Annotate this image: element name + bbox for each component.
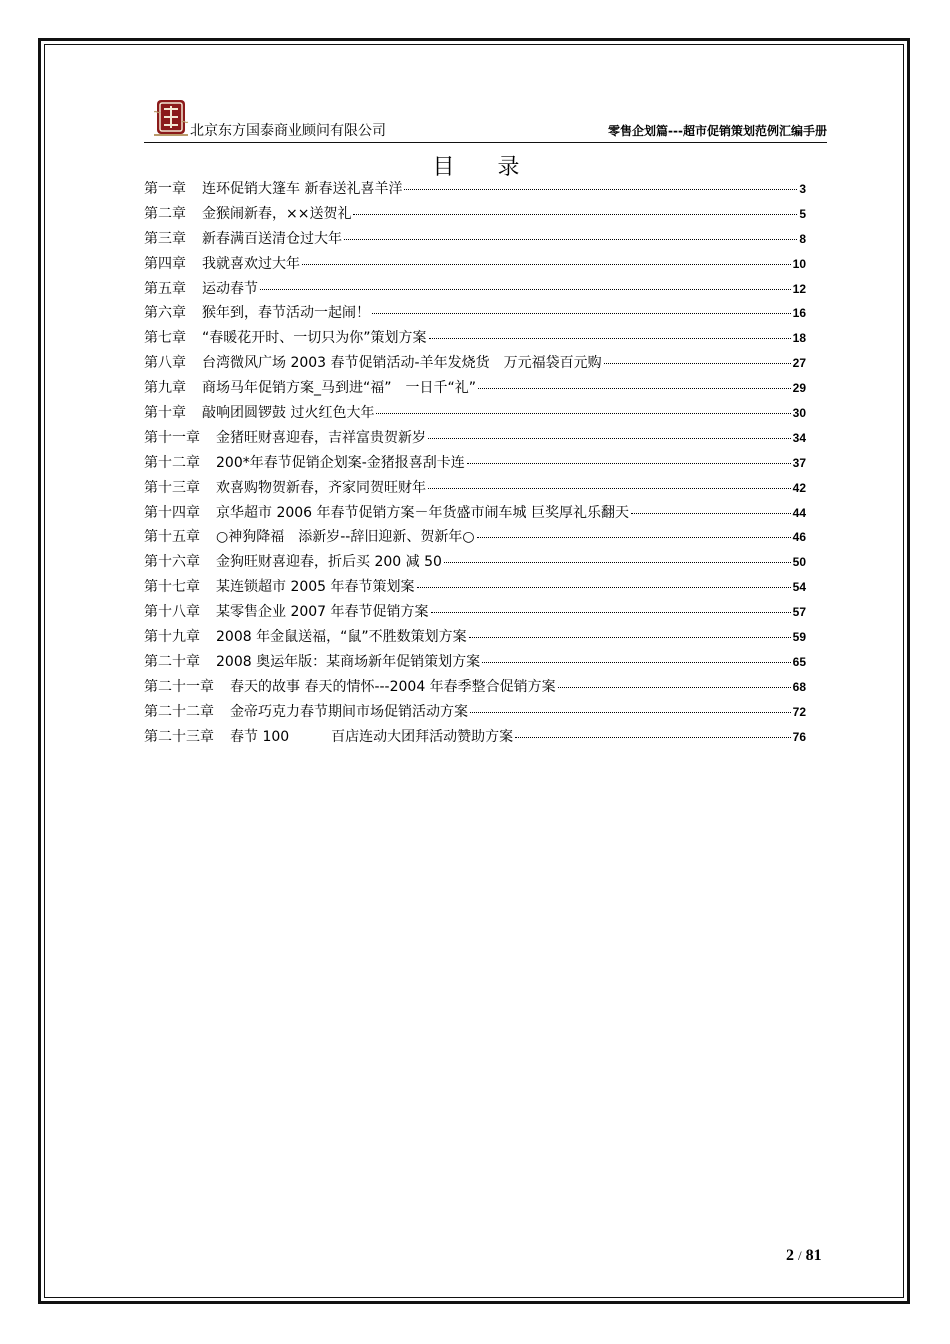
- toc-chapter-label: 第五章: [144, 280, 186, 297]
- toc-page-number: 68: [792, 679, 806, 694]
- toc-entry-title: 春天的故事 春天的情怀---2004 年春季整合促销方案: [230, 678, 556, 695]
- toc-entry[interactable]: [144, 676, 806, 701]
- toc-entry[interactable]: [144, 551, 806, 576]
- toc-page-number: 37: [792, 455, 806, 470]
- toc-entry[interactable]: [144, 327, 806, 352]
- toc-page-number: 12: [792, 281, 806, 296]
- toc-chapter-label: 第十七章: [144, 579, 200, 596]
- toc-page-number: 46: [792, 530, 806, 545]
- toc-entry[interactable]: [144, 302, 806, 327]
- toc-entry-title: 金狗旺财喜迎春，折后买 200 减 50: [216, 554, 442, 571]
- manual-title: 零售企划篇---超市促销策划范例汇编手册: [608, 124, 827, 138]
- toc-entry-title: ○神狗降福 添新岁--辞旧迎新、贺新年○: [216, 529, 475, 546]
- toc-dot-leader: [431, 612, 791, 613]
- toc-page-number: 5: [799, 206, 806, 221]
- toc-chapter-label: 第十一章: [144, 429, 200, 446]
- page-number: [786, 1247, 822, 1265]
- table-of-contents: [144, 178, 806, 750]
- toc-entry[interactable]: [144, 601, 806, 626]
- toc-dot-leader: [302, 264, 791, 265]
- toc-entry-title: 2008 年金鼠送福，“鼠”不胜数策划方案: [216, 629, 467, 646]
- toc-page-number: 65: [792, 654, 806, 669]
- toc-entry-title: 运动春节: [202, 280, 258, 297]
- toc-entry[interactable]: [144, 651, 806, 676]
- toc-entry-title: 金猴闹新春，××送贺礼: [202, 205, 352, 222]
- toc-chapter-label: 第八章: [144, 355, 186, 372]
- toc-chapter-label: 第十五章: [144, 529, 200, 546]
- toc-dot-leader: [260, 289, 791, 290]
- toc-chapter-label: 第十章: [144, 405, 186, 422]
- toc-chapter-label: 第二章: [144, 205, 186, 222]
- toc-entry-title: 新春满百送清仓过大年: [202, 230, 342, 247]
- toc-page-number: 18: [792, 331, 806, 346]
- toc-dot-leader: [444, 562, 791, 563]
- toc-dot-leader: [515, 737, 790, 738]
- page-separator: /: [798, 1248, 802, 1263]
- toc-entry-title: “春暖花开时、一切只为你”策划方案: [202, 330, 427, 347]
- toc-entry-title: 欢喜购物贺新春，齐家同贺旺财年: [216, 479, 426, 496]
- toc-dot-leader: [482, 662, 791, 663]
- toc-entry[interactable]: [144, 576, 806, 601]
- toc-dot-leader: [478, 388, 791, 389]
- toc-dot-leader: [558, 687, 791, 688]
- toc-entry[interactable]: [144, 502, 806, 527]
- toc-page-number: 76: [792, 729, 806, 744]
- toc-entry[interactable]: [144, 477, 806, 502]
- toc-entry-title: 某零售企业 2007 年春节促销方案: [216, 604, 429, 621]
- toc-page-number: 44: [792, 505, 806, 520]
- toc-dot-leader: [404, 189, 797, 190]
- toc-dot-leader: [428, 488, 791, 489]
- toc-heading: 目 录: [432, 155, 538, 180]
- toc-entry-title: 金帝巧克力春节期间市场促销活动方案: [230, 703, 468, 720]
- toc-chapter-label: 第十四章: [144, 504, 200, 521]
- toc-dot-leader: [429, 338, 791, 339]
- toc-entry-title: 我就喜欢过大年: [202, 255, 300, 272]
- toc-entry[interactable]: [144, 526, 806, 551]
- toc-entry[interactable]: [144, 178, 806, 203]
- toc-chapter-label: 第三章: [144, 230, 186, 247]
- toc-entry[interactable]: [144, 203, 806, 228]
- toc-page-number: 3: [799, 182, 806, 196]
- toc-entry[interactable]: [144, 726, 806, 751]
- toc-chapter-label: 第一章: [144, 181, 186, 197]
- toc-chapter-label: 第四章: [144, 255, 186, 272]
- toc-chapter-label: 第十八章: [144, 604, 200, 621]
- toc-chapter-label: 第二十二章: [144, 703, 214, 720]
- toc-chapter-label: 第十九章: [144, 629, 200, 646]
- toc-chapter-label: 第十三章: [144, 479, 200, 496]
- toc-page-number: 16: [792, 306, 806, 321]
- toc-entry-title: 200*年春节促销企划案-金猪报喜刮卡连: [216, 454, 465, 471]
- toc-page-number: 72: [792, 704, 806, 719]
- toc-page-number: 10: [792, 256, 806, 271]
- toc-entry[interactable]: [144, 253, 806, 278]
- toc-chapter-label: 第十二章: [144, 454, 200, 471]
- toc-dot-leader: [470, 712, 791, 713]
- toc-entry[interactable]: [144, 701, 806, 726]
- toc-entry-title: 春节 100 百店连动大团拜活动赞助方案: [230, 728, 514, 745]
- toc-entry[interactable]: [144, 427, 806, 452]
- toc-dot-leader: [477, 537, 791, 538]
- toc-page-number: 42: [792, 480, 806, 495]
- toc-entry[interactable]: [144, 228, 806, 253]
- toc-entry-title: 金猪旺财喜迎春，吉祥富贵贺新岁: [216, 429, 426, 446]
- company-name: 北京东方国泰商业顾问有限公司: [190, 123, 386, 139]
- toc-entry[interactable]: [144, 452, 806, 477]
- toc-page-number: 57: [792, 605, 806, 620]
- toc-chapter-label: 第二十三章: [144, 728, 214, 745]
- toc-page-number: 27: [792, 356, 806, 371]
- toc-chapter-label: 第七章: [144, 330, 186, 347]
- toc-entry-title: 京华超市 2006 年春节促销方案－年货盛市闹车城 巨奖厚礼乐翻天: [216, 504, 629, 521]
- toc-chapter-label: 第九章: [144, 380, 186, 397]
- toc-dot-leader: [417, 587, 791, 588]
- toc-entry-title: 某连锁超市 2005 年春节策划案: [216, 579, 415, 596]
- toc-dot-leader: [372, 313, 791, 314]
- toc-page-number: 50: [792, 555, 806, 570]
- toc-chapter-label: 第十六章: [144, 554, 200, 571]
- toc-dot-leader: [344, 239, 797, 240]
- toc-entry-title: 猴年到，春节活动一起闹！: [202, 305, 370, 322]
- toc-dot-leader: [467, 463, 791, 464]
- toc-dot-leader: [469, 637, 791, 638]
- current-page-number: 2: [786, 1247, 794, 1264]
- toc-dot-leader: [376, 413, 790, 414]
- toc-dot-leader: [428, 438, 791, 439]
- toc-entry[interactable]: [144, 377, 806, 402]
- toc-entry[interactable]: [144, 402, 806, 427]
- toc-entry[interactable]: [144, 278, 806, 303]
- toc-dot-leader: [631, 513, 791, 514]
- toc-chapter-label: 第六章: [144, 305, 186, 322]
- toc-chapter-label: 第二十章: [144, 653, 200, 670]
- toc-page-number: 8: [799, 231, 806, 246]
- toc-entry-title: 台湾微风广场 2003 春节促销活动-羊年发烧货 万元福袋百元购: [202, 355, 602, 372]
- toc-page-number: 34: [792, 430, 806, 445]
- toc-entry-title: 敲响团圆锣鼓 过火红色大年: [202, 405, 375, 422]
- page-header: [144, 98, 827, 143]
- toc-entry-title: 2008 奥运年版：某商场新年促销策划方案: [216, 653, 481, 670]
- company-logo-icon: [154, 98, 188, 138]
- toc-entry[interactable]: [144, 626, 806, 651]
- total-pages-number: 81: [805, 1247, 822, 1264]
- toc-chapter-label: 第二十一章: [144, 678, 214, 695]
- toc-entry[interactable]: [144, 352, 806, 377]
- toc-page-number: 29: [792, 381, 806, 396]
- toc-entry-title: 连环促销大篷车 新春送礼喜羊洋: [202, 181, 403, 197]
- toc-page-number: 30: [792, 406, 806, 421]
- toc-page-number: 59: [792, 630, 806, 645]
- toc-entry-title: 商场马年促销方案_马到进“福” 一日千“礼”: [202, 380, 477, 397]
- toc-dot-leader: [604, 363, 791, 364]
- toc-page-number: 54: [792, 580, 806, 595]
- toc-dot-leader: [353, 214, 797, 215]
